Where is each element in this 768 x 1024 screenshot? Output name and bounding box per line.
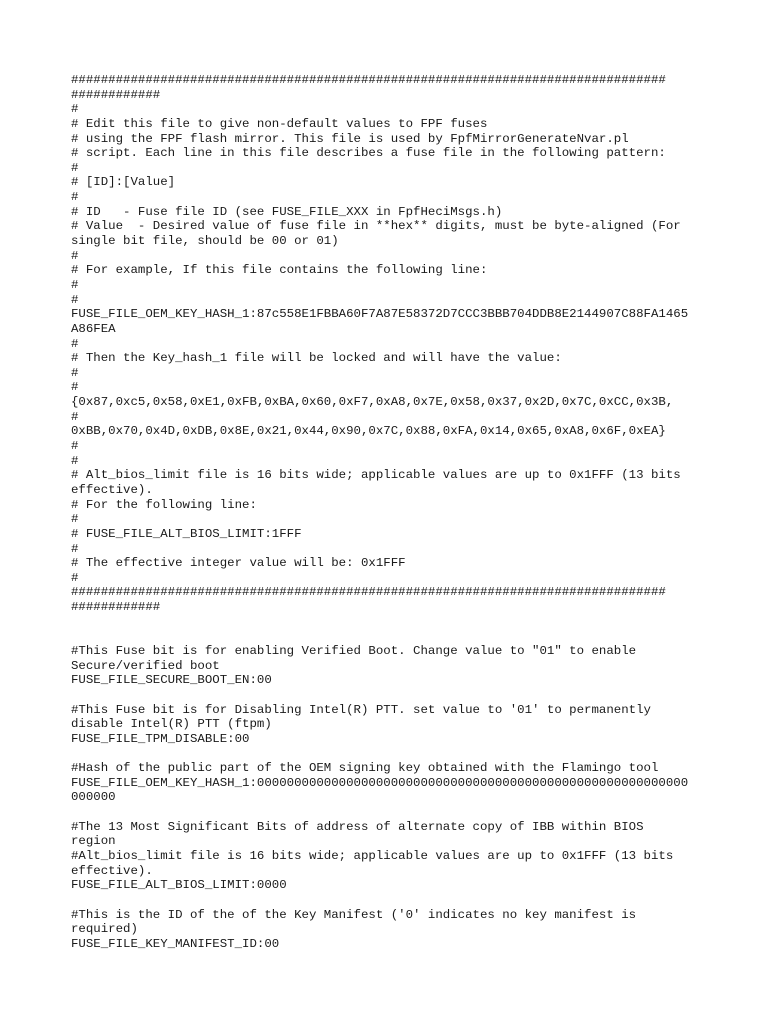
text-line: # [71,277,79,292]
text-line: # Edit this file to give non-default values to FPF fuses [71,116,488,131]
text-line: #This Fuse bit is for enabling Verified Boot. Change value to "01" to enable [71,643,637,658]
text-line: 0xBB,0x70,0x4D,0xDB,0x8E,0x21,0x44,0x90,0x7C,0x88,0xFA,0x14,0x65,0xA8,0x6F,0xEA} [71,424,666,439]
text-line: FUSE_FILE_ALT_BIOS_LIMIT:0000 [71,878,287,893]
text-line: ############ [71,600,161,615]
text-line: FUSE_FILE_SECURE_BOOT_EN:00 [71,673,272,688]
text-line: effective). [71,482,153,497]
text-line: # Then the Key_hash_1 file will be locked and will have the value: [71,351,562,366]
text-line: FUSE_FILE_OEM_KEY_HASH_1:0000000000000000000000000000000000000000000000000000000000 [71,775,689,790]
text-line: #Hash of the public part of the OEM signing key obtained with the Flamingo tool [71,761,659,776]
text-line: #This is the ID of the of the Key Manifest ('0' indicates no key manifest is [71,907,637,922]
text-line: {0x87,0xc5,0x58,0xE1,0xFB,0xBA,0x60,0xF7,0xA8,0x7E,0x58,0x37,0x2D,0x7C,0xCC,0x3B, [71,395,674,410]
text-line: required) [71,922,138,937]
text-line [71,805,711,820]
text-line: # Value - Desired value of fuse file in **hex** digits, must be byte-aligned (For [71,219,681,234]
text-line: # [71,190,79,205]
text-line [71,688,711,703]
text-line: FUSE_FILE_TPM_DISABLE:00 [71,731,250,746]
text-line: ################################################################################ [71,73,666,87]
text-line: # [71,292,79,307]
text-line: # [71,512,79,527]
text-line: # Alt_bios_limit file is 16 bits wide; applicable values are up to 0x1FFF (13 bits [71,468,681,483]
text-line: #This Fuse bit is for Disabling Intel(R) PTT. set value to '01' to permanently [71,702,651,717]
text-line: # ID - Fuse file ID (see FUSE_FILE_XXX in FpfHeciMsgs.h) [71,204,503,219]
text-line: Secure/verified boot [71,658,220,673]
text-line: # [71,102,79,117]
text-line: #The 13 Most Significant Bits of address of alternate copy of IBB within BIOS [71,819,644,834]
text-line [71,746,711,761]
text-line: A86FEA [71,321,116,336]
text-line: # [71,380,79,395]
text-line: FUSE_FILE_OEM_KEY_HASH_1:87c558E1FBBA60F7A87E58372D7CCC3BBB704DDB8E2144907C88FA1465 [71,307,689,322]
text-line: # [71,160,79,175]
text-line: # FUSE_FILE_ALT_BIOS_LIMIT:1FFF [71,526,302,541]
text-line: # [71,439,79,454]
text-line: ############ [71,87,161,102]
text-line: # using the FPF flash mirror. This file is used by FpfMirrorGenerateNvar.pl [71,131,629,146]
text-line: # For example, If this file contains the following line: [71,263,488,278]
text-line: ################################################################################ [71,585,666,600]
text-line: # [71,570,79,585]
text-line [71,893,711,908]
text-line [71,615,711,630]
text-line: # [ID]:[Value] [71,175,176,190]
text-line: # The effective integer value will be: 0x1FFF [71,556,406,571]
text-line: # [71,336,79,351]
text-line [71,629,711,644]
text-line: disable Intel(R) PTT (ftpm) [71,717,272,732]
text-line: # script. Each line in this file describes a fuse file in the following pattern: [71,146,666,161]
text-line: # [71,409,79,424]
text-line: FUSE_FILE_KEY_MANIFEST_ID:00 [71,936,280,951]
text-line: 000000 [71,790,116,805]
text-line: #Alt_bios_limit file is 16 bits wide; applicable values are up to 0x1FFF (13 bits [71,848,674,863]
text-line: # For the following line: [71,497,257,512]
text-line: single bit file, should be 00 or 01) [71,234,339,249]
text-line: # [71,541,79,556]
document-text [71,73,711,951]
text-line: effective). [71,863,153,878]
text-line: # [71,365,79,380]
text-line: # [71,453,79,468]
text-line: # [71,248,79,263]
text-line: region [71,834,116,849]
